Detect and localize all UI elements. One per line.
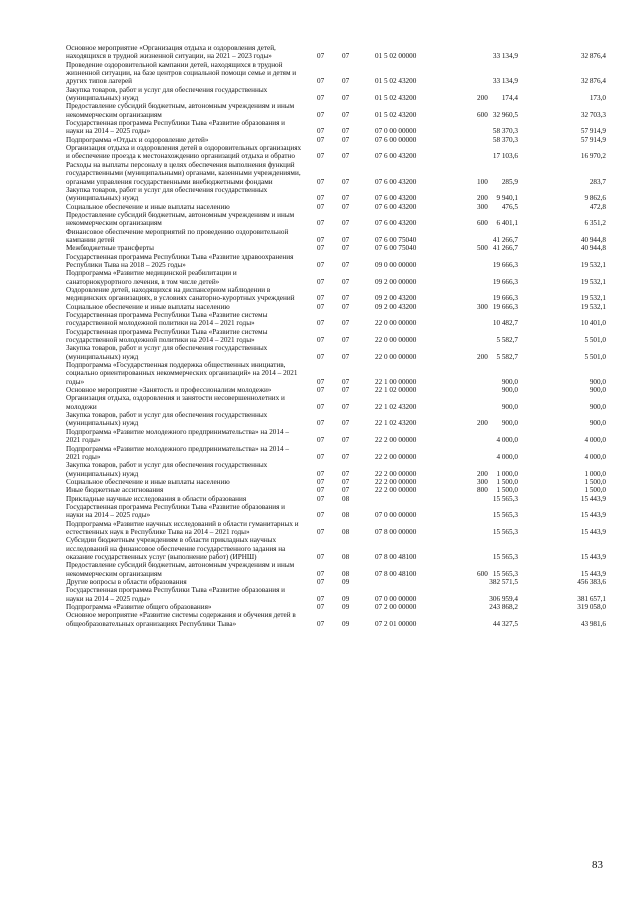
- section-code: 07: [317, 294, 325, 303]
- section-code: 07: [317, 452, 325, 461]
- subsection-code: 07: [342, 127, 350, 136]
- amount-second-year: 19 532,1: [580, 260, 606, 269]
- section-code: 07: [317, 194, 325, 203]
- table-row: [66, 136, 606, 144]
- amount-first-year: 33 134,9: [492, 77, 518, 86]
- table-row: [66, 119, 606, 136]
- amount-second-year: 283,7: [589, 177, 606, 186]
- row-description: Организация отдыха и оздоровления детей в оздоровительных организациях и обеспечение проезда к местонахождению организаций отдыха и обратно: [66, 144, 302, 161]
- amount-second-year: 15 443,9: [580, 569, 606, 578]
- section-code: 07: [317, 469, 325, 478]
- table-row: [66, 461, 606, 478]
- target-article-code: 01 5 02 43200: [375, 94, 417, 103]
- target-article-code: 22 2 00 00000: [375, 477, 417, 486]
- subsection-code: 07: [342, 436, 350, 445]
- subsection-code: 07: [342, 377, 350, 386]
- row-description: Подпрограмма «Отдых и оздоровление детей»: [66, 135, 209, 144]
- expense-type-code: 600: [477, 110, 488, 119]
- row-description: Финансовое обеспечение мероприятий по проведению оздоровительной кампании детей: [66, 227, 289, 244]
- amount-first-year: 15 565,3: [492, 569, 518, 578]
- section-code: 07: [317, 436, 325, 445]
- table-row: [66, 186, 606, 203]
- row-description: Подпрограмма «Развитие молодежного предпринимательства» на 2014 – 2021 годы»: [66, 444, 289, 461]
- subsection-code: 07: [342, 235, 350, 244]
- table-row: [66, 386, 606, 394]
- section-code: 07: [317, 94, 325, 103]
- row-description: Подпрограмма «Государственная поддержка общественных инициатив, социально ориентированных некоммерческих организаций» на 2014 – 2021 годы»: [66, 361, 298, 386]
- amount-first-year: 41 266,7: [492, 235, 518, 244]
- amount-second-year: 456 383,6: [577, 578, 606, 586]
- row-description: Государственная программа Республики Тыва «Развитие образования и науки на 2014 – 2025 годы»: [66, 119, 286, 136]
- row-description: Государственная программа Республики Тыва «Развитие образования и науки на 2014 – 2025 годы»: [66, 502, 286, 520]
- subsection-code: 09: [342, 619, 350, 628]
- subsection-code: 09: [342, 578, 350, 586]
- subsection-code: 08: [342, 494, 350, 503]
- amount-second-year: 15 443,9: [580, 511, 606, 520]
- amount-first-year: 15 565,3: [492, 527, 518, 536]
- expense-type-code: 600: [477, 219, 488, 228]
- subsection-code: 07: [342, 452, 350, 461]
- target-article-code: 01 5 02 00000: [375, 52, 417, 61]
- subsection-code: 07: [342, 386, 350, 395]
- amount-first-year: 1 500,0: [496, 477, 518, 486]
- subsection-code: 07: [342, 244, 350, 253]
- section-code: 07: [317, 352, 325, 361]
- row-description: Основное мероприятие «Организация отдыха и оздоровления детей, находящихся в трудной жизненной ситуации, на 2021 – 2023 годы»: [66, 44, 276, 61]
- section-code: 07: [317, 386, 325, 395]
- subsection-code: 08: [342, 527, 350, 536]
- target-article-code: 09 2 00 43200: [375, 302, 417, 311]
- target-article-code: 01 5 02 43200: [375, 77, 417, 86]
- amount-first-year: 19 666,3: [492, 277, 518, 286]
- subsection-code: 07: [342, 152, 350, 161]
- table-row: [66, 411, 606, 428]
- table-row: [66, 286, 606, 303]
- subsection-code: 08: [342, 569, 350, 578]
- target-article-code: 07 2 00 00000: [375, 603, 417, 612]
- amount-first-year: 306 959,4: [489, 594, 518, 603]
- row-description: Закупка товаров, работ и услуг для обеспечения государственных (муниципальных) нужд: [66, 411, 268, 428]
- subsection-code: 07: [342, 294, 350, 303]
- target-article-code: 07 8 00 48100: [375, 552, 417, 561]
- subsection-code: 07: [342, 77, 350, 86]
- table-row: [66, 536, 606, 561]
- amount-first-year: 44 327,5: [492, 619, 518, 628]
- row-description: Государственная программа Республики Тыва «Развитие здравоохранения Республики Тыва на 2018 – 2025 годы»: [66, 252, 294, 269]
- amount-second-year: 15 443,9: [580, 552, 606, 561]
- row-description: Государственная программа Республики Тыва «Развитие системы государственной молодежной политики на 2014 – 2021 годы»: [66, 311, 268, 328]
- subsection-code: 07: [342, 202, 350, 211]
- amount-second-year: 15 443,9: [580, 494, 606, 503]
- row-description: Закупка товаров, работ и услуг для обеспечения государственных (муниципальных) нужд: [66, 344, 268, 361]
- amount-first-year: 41 266,7: [492, 244, 518, 253]
- target-article-code: 22 2 00 00000: [375, 469, 417, 478]
- target-article-code: 07 6 00 43200: [375, 152, 417, 161]
- subsection-code: 07: [342, 302, 350, 311]
- target-article-code: 22 1 02 00000: [375, 386, 417, 395]
- table-row: [66, 303, 606, 311]
- amount-first-year: 5 582,7: [496, 352, 518, 361]
- target-article-code: 07 6 00 43200: [375, 194, 417, 203]
- target-article-code: 01 5 02 43200: [375, 110, 417, 119]
- amount-first-year: 6 401,1: [496, 219, 518, 228]
- amount-second-year: 900,0: [589, 402, 606, 411]
- row-description: Подпрограмма «Развитие медицинской реабилитации и санаторнокурортного лечения, в том числе детей»: [66, 269, 237, 286]
- subsection-code: 07: [342, 352, 350, 361]
- amount-first-year: 19 666,3: [492, 294, 518, 303]
- table-row: [66, 269, 606, 286]
- amount-second-year: 40 944,8: [580, 235, 606, 244]
- subsection-code: 07: [342, 336, 350, 345]
- section-code: 07: [317, 260, 325, 269]
- row-description: Оздоровление детей, находящихся на диспансерном наблюдении в медицинских организациях, в условиях санаторно-курортных учреждений: [66, 285, 295, 303]
- table-row: [66, 228, 606, 245]
- row-description: Социальное обеспечение и иные выплаты населению: [66, 202, 230, 211]
- target-article-code: 22 2 00 00000: [375, 486, 417, 495]
- target-article-code: 07 8 00 00000: [375, 527, 417, 536]
- table-row: [66, 211, 606, 228]
- section-code: 07: [317, 202, 325, 211]
- section-code: 07: [317, 319, 325, 328]
- amount-second-year: 32 876,4: [580, 52, 606, 61]
- amount-first-year: 33 134,9: [492, 52, 518, 61]
- row-description: Межбюджетные трансферты: [66, 244, 154, 253]
- subsection-code: 07: [342, 52, 350, 61]
- section-code: 07: [317, 52, 325, 61]
- amount-second-year: 6 351,2: [584, 219, 606, 228]
- section-code: 07: [317, 619, 325, 628]
- amount-second-year: 57 914,9: [580, 135, 606, 144]
- target-article-code: 07 6 00 43200: [375, 202, 417, 211]
- amount-first-year: 9 940,1: [496, 194, 518, 203]
- subsection-code: 07: [342, 469, 350, 478]
- section-code: 07: [317, 177, 325, 186]
- target-article-code: 07 8 00 48100: [375, 569, 417, 578]
- section-code: 07: [317, 127, 325, 136]
- amount-first-year: 19 666,3: [492, 302, 518, 311]
- table-row: [66, 144, 606, 161]
- row-description: Подпрограмма «Развитие молодежного предпринимательства» на 2014 – 2021 годы»: [66, 427, 289, 445]
- table-row: [66, 344, 606, 361]
- target-article-code: 07 2 01 00000: [375, 619, 417, 628]
- amount-second-year: 381 657,1: [577, 594, 606, 603]
- subsection-code: 07: [342, 486, 350, 495]
- table-row: [66, 328, 606, 345]
- table-row: [66, 161, 606, 186]
- row-description: Предоставление субсидий бюджетным, автономным учреждениям и иным некоммерческим организациям: [66, 210, 295, 228]
- amount-second-year: 5 501,0: [584, 352, 606, 361]
- target-article-code: 22 1 02 43200: [375, 419, 417, 428]
- amount-second-year: 173,0: [589, 94, 606, 103]
- table-row: [66, 586, 606, 603]
- amount-first-year: 900,0: [501, 386, 518, 395]
- amount-first-year: 15 565,3: [492, 494, 518, 503]
- table-row: [66, 478, 606, 486]
- section-code: 07: [317, 377, 325, 386]
- target-article-code: 07 6 00 00000: [375, 135, 417, 144]
- section-code: 07: [317, 552, 325, 561]
- row-description: Закупка товаров, работ и услуг для обеспечения государственных (муниципальных) нужд: [66, 185, 268, 203]
- amount-second-year: 19 532,1: [580, 277, 606, 286]
- amount-first-year: 900,0: [501, 402, 518, 411]
- subsection-code: 07: [342, 260, 350, 269]
- subsection-code: 07: [342, 94, 350, 103]
- amount-second-year: 57 914,9: [580, 127, 606, 136]
- row-description: Государственная программа Республики Тыва «Развитие образования и науки на 2014 – 2025 годы»: [66, 586, 286, 603]
- row-description: Иные бюджетные ассигнования: [66, 486, 164, 495]
- budget-table: [66, 44, 606, 628]
- row-description: Государственная программа Республики Тыва «Развитие системы государственной молодежной политики на 2014 – 2021 годы»: [66, 327, 268, 345]
- subsection-code: 07: [342, 177, 350, 186]
- subsection-code: 08: [342, 511, 350, 520]
- row-description: Прикладные научные исследования в области образования: [66, 494, 247, 503]
- amount-first-year: 243 868,2: [489, 603, 518, 612]
- subsection-code: 07: [342, 477, 350, 486]
- row-description: Другие вопросы в области образования: [66, 578, 187, 586]
- subsection-code: 07: [342, 110, 350, 119]
- expense-type-code: 200: [477, 469, 488, 478]
- subsection-code: 07: [342, 419, 350, 428]
- amount-second-year: 1 500,0: [584, 486, 606, 495]
- target-article-code: 09 2 00 00000: [375, 277, 417, 286]
- section-code: 07: [317, 594, 325, 603]
- amount-second-year: 10 401,0: [580, 319, 606, 328]
- expense-type-code: 200: [477, 419, 488, 428]
- section-code: 07: [317, 152, 325, 161]
- section-code: 07: [317, 135, 325, 144]
- section-code: 07: [317, 77, 325, 86]
- section-code: 07: [317, 494, 325, 503]
- section-code: 07: [317, 569, 325, 578]
- amount-second-year: 4 000,0: [584, 436, 606, 445]
- page-number: 83: [592, 859, 603, 871]
- subsection-code: 07: [342, 219, 350, 228]
- table-row: [66, 203, 606, 211]
- subsection-code: 07: [342, 319, 350, 328]
- section-code: 07: [317, 336, 325, 345]
- amount-first-year: 4 000,0: [496, 436, 518, 445]
- target-article-code: 07 6 00 75040: [375, 244, 417, 253]
- subsection-code: 09: [342, 603, 350, 612]
- section-code: 07: [317, 244, 325, 253]
- amount-second-year: 472,8: [589, 202, 606, 211]
- table-row: [66, 503, 606, 520]
- amount-first-year: 1 500,0: [496, 486, 518, 495]
- amount-second-year: 900,0: [589, 419, 606, 428]
- section-code: 07: [317, 578, 325, 586]
- section-code: 07: [317, 486, 325, 495]
- section-code: 07: [317, 419, 325, 428]
- row-description: Основное мероприятие «Занятость и профессионализм молодежи»: [66, 386, 272, 395]
- amount-first-year: 15 565,3: [492, 552, 518, 561]
- amount-first-year: 10 482,7: [492, 319, 518, 328]
- expense-type-code: 800: [477, 486, 488, 495]
- row-description: Подпрограмма «Развитие общего образования»: [66, 603, 212, 612]
- target-article-code: 07 0 00 00000: [375, 127, 417, 136]
- amount-second-year: 32 876,4: [580, 77, 606, 86]
- row-description: Закупка товаров, работ и услуг для обеспечения государственных (муниципальных) нужд: [66, 461, 268, 478]
- target-article-code: 07 6 00 43200: [375, 219, 417, 228]
- table-row: [66, 495, 606, 503]
- amount-second-year: 32 703,3: [580, 110, 606, 119]
- row-description: Социальное обеспечение и иные выплаты населению: [66, 302, 230, 311]
- amount-first-year: 5 582,7: [496, 336, 518, 345]
- row-description: Расходы на выплаты персоналу в целях обеспечения выполнения функций государственными (муниципальными) органами, казенными учреждениями, органами управления государственными внебюджетными фондами: [66, 160, 301, 186]
- row-description: Социальное обеспечение и иные выплаты населению: [66, 477, 230, 486]
- target-article-code: 22 2 00 00000: [375, 436, 417, 445]
- amount-second-year: 4 000,0: [584, 452, 606, 461]
- section-code: 07: [317, 219, 325, 228]
- amount-second-year: 15 443,9: [580, 527, 606, 536]
- amount-second-year: 1 500,0: [584, 477, 606, 486]
- amount-first-year: 174,4: [501, 94, 518, 103]
- section-code: 07: [317, 302, 325, 311]
- table-row: [66, 102, 606, 119]
- amount-second-year: 43 981,6: [580, 619, 606, 628]
- expense-type-code: 300: [477, 477, 488, 486]
- section-code: 07: [317, 511, 325, 520]
- amount-second-year: 19 532,1: [580, 302, 606, 311]
- expense-type-code: 300: [477, 302, 488, 311]
- table-row: [66, 428, 606, 445]
- expense-type-code: 100: [477, 177, 488, 186]
- expense-type-code: 500: [477, 244, 488, 253]
- amount-first-year: 58 370,3: [492, 135, 518, 144]
- row-description: Организация отдыха, оздоровления и занятости несовершеннолетних и молодежи: [66, 394, 285, 411]
- table-row: [66, 603, 606, 611]
- amount-first-year: 58 370,3: [492, 127, 518, 136]
- amount-first-year: 476,5: [501, 202, 518, 211]
- table-row: [66, 61, 606, 86]
- amount-second-year: 900,0: [589, 386, 606, 395]
- row-description: Проведение оздоровительной кампании детей, находящихся в трудной жизненной ситуации, на базе центров социальной помощи семье и детям и других типов лагерей: [66, 60, 297, 86]
- amount-first-year: 1 000,0: [496, 469, 518, 478]
- amount-first-year: 17 103,6: [492, 152, 518, 161]
- table-row: [66, 520, 606, 537]
- target-article-code: 09 2 00 43200: [375, 294, 417, 303]
- amount-second-year: 1 000,0: [584, 469, 606, 478]
- row-description: Субсидии бюджетным учреждениям в области прикладных научных исследований на финансовое обеспечение государственного задания на оказание государственных услуг (выполнение работ) (ИРНШ): [66, 536, 286, 561]
- target-article-code: 22 0 00 00000: [375, 352, 417, 361]
- target-article-code: 22 2 00 00000: [375, 452, 417, 461]
- target-article-code: 22 1 02 43200: [375, 402, 417, 411]
- row-description: Предоставление субсидий бюджетным, автономным учреждениям и иным некоммерческим организациям: [66, 102, 295, 119]
- section-code: 07: [317, 603, 325, 612]
- amount-first-year: 19 666,3: [492, 260, 518, 269]
- section-code: 07: [317, 235, 325, 244]
- target-article-code: 22 0 00 00000: [375, 319, 417, 328]
- subsection-code: 07: [342, 194, 350, 203]
- target-article-code: 09 0 00 00000: [375, 260, 417, 269]
- target-article-code: 07 6 00 75040: [375, 235, 417, 244]
- table-row: [66, 486, 606, 494]
- row-description: Предоставление субсидий бюджетным, автономным учреждениям и иным некоммерческим организациям: [66, 561, 295, 578]
- target-article-code: 07 6 00 43200: [375, 177, 417, 186]
- expense-type-code: 600: [477, 569, 488, 578]
- amount-first-year: 900,0: [501, 377, 518, 386]
- section-code: 07: [317, 527, 325, 536]
- table-row: [66, 394, 606, 411]
- table-row: [66, 244, 606, 252]
- amount-first-year: 900,0: [501, 419, 518, 428]
- table-row: [66, 361, 606, 386]
- amount-first-year: 15 565,3: [492, 511, 518, 520]
- subsection-code: 07: [342, 277, 350, 286]
- section-code: 07: [317, 402, 325, 411]
- target-article-code: 22 1 00 00000: [375, 377, 417, 386]
- table-row: [66, 561, 606, 578]
- amount-second-year: 900,0: [589, 377, 606, 386]
- table-row: [66, 611, 606, 628]
- amount-second-year: 9 862,6: [584, 194, 606, 203]
- amount-second-year: 5 501,0: [584, 336, 606, 345]
- table-row: [66, 253, 606, 270]
- subsection-code: 08: [342, 552, 350, 561]
- table-row: [66, 445, 606, 462]
- amount-second-year: 40 944,8: [580, 244, 606, 253]
- amount-first-year: 285,9: [501, 177, 518, 186]
- expense-type-code: 200: [477, 94, 488, 103]
- section-code: 07: [317, 277, 325, 286]
- subsection-code: 07: [342, 402, 350, 411]
- target-article-code: 07 0 00 00000: [375, 594, 417, 603]
- table-row: [66, 578, 606, 586]
- table-row: [66, 311, 606, 328]
- target-article-code: 22 0 00 00000: [375, 336, 417, 345]
- expense-type-code: 200: [477, 352, 488, 361]
- section-code: 07: [317, 477, 325, 486]
- subsection-code: 07: [342, 135, 350, 144]
- row-description: Закупка товаров, работ и услуг для обеспечения государственных (муниципальных) нужд: [66, 85, 268, 103]
- row-description: Основное мероприятие «Развитие системы содержания и обучения детей в общеобразовательных организациях Республики Тыва»: [66, 611, 296, 628]
- table-row: [66, 86, 606, 103]
- expense-type-code: 300: [477, 202, 488, 211]
- target-article-code: 07 0 00 00000: [375, 511, 417, 520]
- expense-type-code: 200: [477, 194, 488, 203]
- amount-second-year: 319 058,0: [577, 603, 606, 612]
- subsection-code: 09: [342, 594, 350, 603]
- amount-second-year: 16 970,2: [580, 152, 606, 161]
- section-code: 07: [317, 110, 325, 119]
- row-description: Подпрограмма «Развитие научных исследований в области гуманитарных и естественных наук в Республике Тыва на 2014 – 2021 годы»: [66, 519, 299, 536]
- table-row: [66, 44, 606, 61]
- amount-first-year: 4 000,0: [496, 452, 518, 461]
- amount-first-year: 32 960,5: [492, 110, 518, 119]
- amount-second-year: 19 532,1: [580, 294, 606, 303]
- amount-first-year: 382 571,5: [489, 578, 518, 586]
